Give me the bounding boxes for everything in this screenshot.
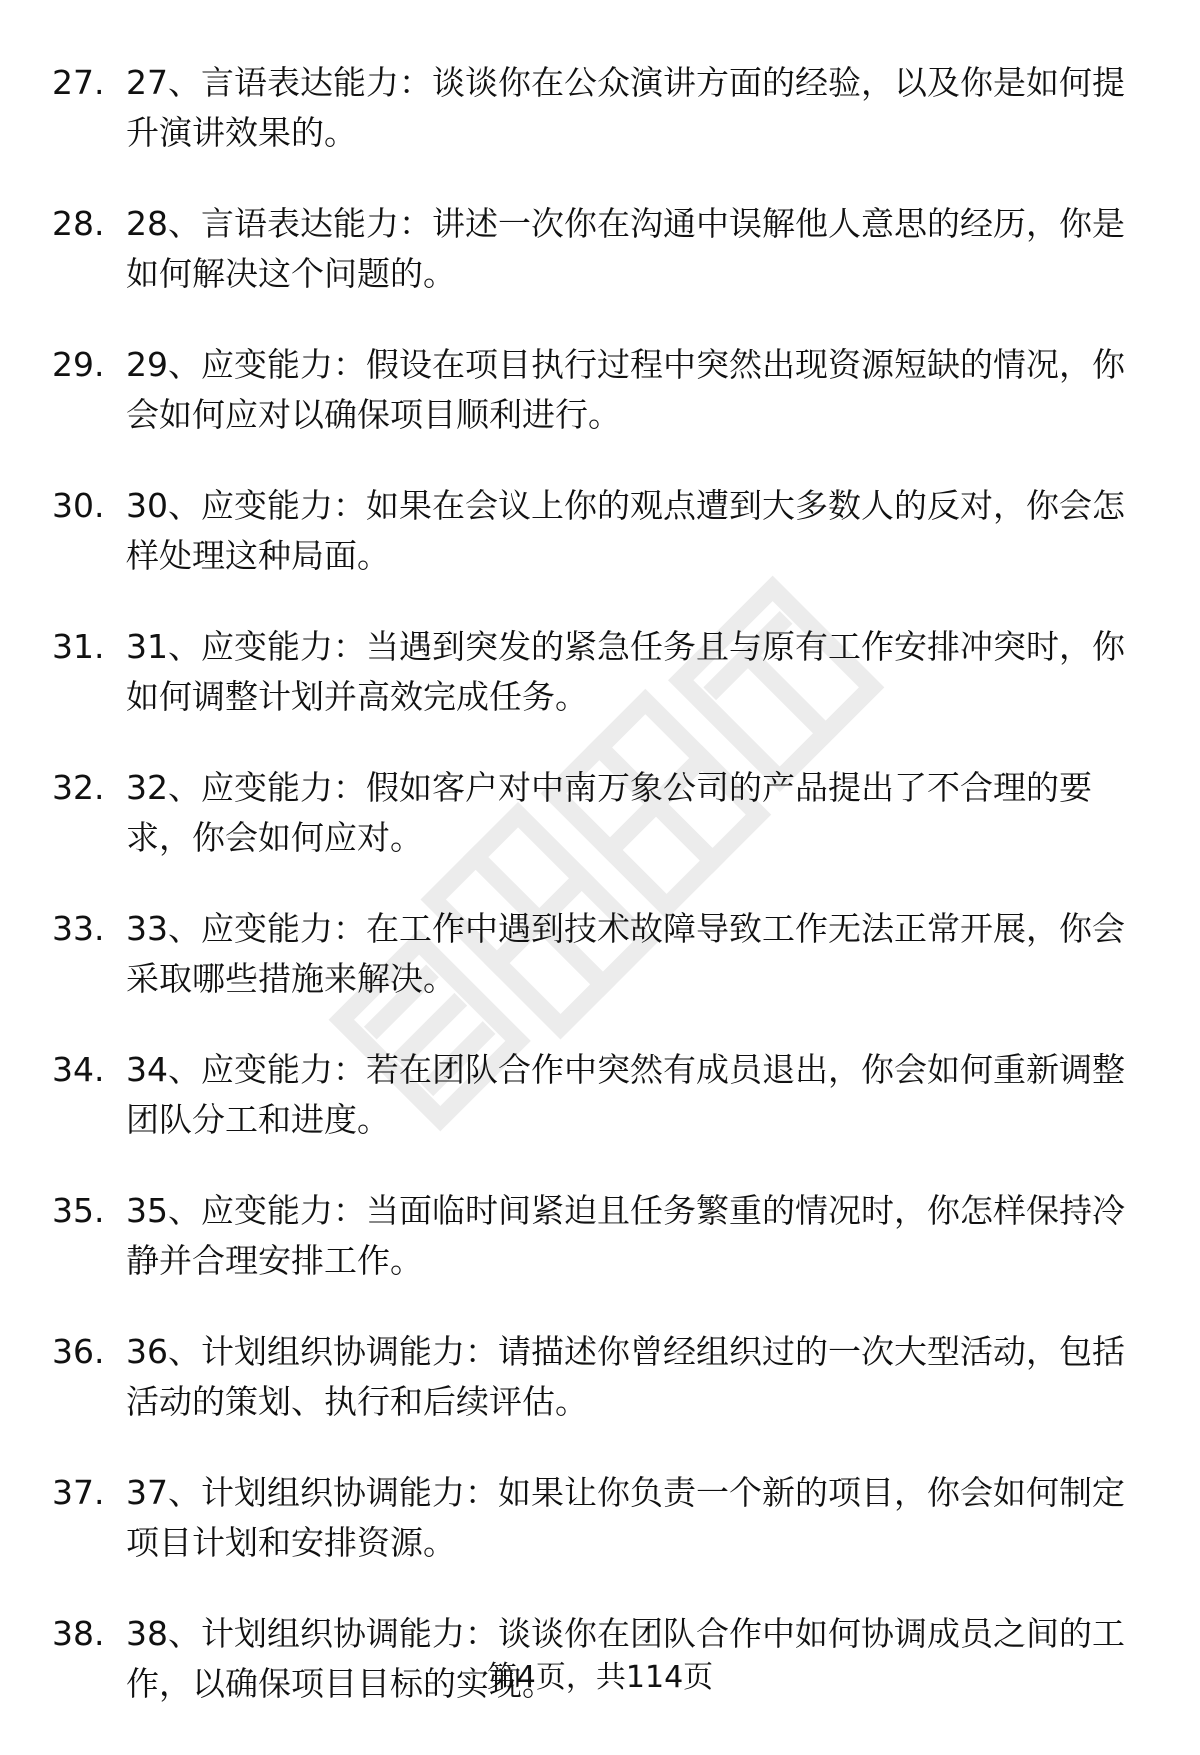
item-text: 38、计划组织协调能力：谈谈你在团队合作中如何协调成员之间的工作，以确保项目目标的实现。 (126, 1614, 1125, 1703)
item-text: 37、计划组织协调能力：如果让你负责一个新的项目，你会如何制定项目计划和安排资源。 (126, 1473, 1125, 1562)
item-number: 36. (52, 1332, 105, 1371)
list-item (52, 58, 1152, 158)
item-number: 30. (52, 486, 105, 525)
item-number: 37. (52, 1473, 105, 1512)
item-number: 28. (52, 204, 105, 243)
list-item (52, 481, 1152, 581)
list-item (52, 340, 1152, 440)
list-item (52, 763, 1152, 863)
item-number: 34. (52, 1050, 105, 1089)
item-text: 32、应变能力：假如客户对中南万象公司的产品提出了不合理的要求，你会如何应对。 (126, 768, 1092, 857)
item-text: 29、应变能力：假设在项目执行过程中突然出现资源短缺的情况，你会如何应对以确保项目顺利进行。 (126, 345, 1125, 434)
list-item (52, 1186, 1152, 1286)
item-number: 31. (52, 627, 105, 666)
item-text: 31、应变能力：当遇到突发的紧急任务且与原有工作安排冲突时，你如何调整计划并高效完成任务。 (126, 627, 1125, 716)
item-number: 29. (52, 345, 105, 384)
item-number: 32. (52, 768, 105, 807)
item-text: 36、计划组织协调能力：请描述你曾经组织过的一次大型活动，包括活动的策划、执行和后续评估。 (126, 1332, 1125, 1421)
question-list (52, 58, 1152, 1750)
item-number: 38. (52, 1614, 105, 1653)
item-text: 30、应变能力：如果在会议上你的观点遭到大多数人的反对，你会怎样处理这种局面。 (126, 486, 1125, 575)
list-item (52, 199, 1152, 299)
list-item (52, 1468, 1152, 1568)
list-item (52, 904, 1152, 1004)
item-text: 33、应变能力：在工作中遇到技术故障导致工作无法正常开展，你会采取哪些措施来解决。 (126, 909, 1125, 998)
list-item (52, 622, 1152, 722)
item-text: 27、言语表达能力：谈谈你在公众演讲方面的经验，以及你是如何提升演讲效果的。 (126, 63, 1125, 152)
page-footer: 第4页，共114页 (486, 1660, 714, 1695)
list-item (52, 1045, 1152, 1145)
item-text: 28、言语表达能力：讲述一次你在沟通中误解他人意思的经历，你是如何解决这个问题的。 (126, 204, 1125, 293)
item-text: 35、应变能力：当面临时间紧迫且任务繁重的情况时，你怎样保持冷静并合理安排工作。 (126, 1191, 1125, 1280)
item-number: 27. (52, 63, 105, 102)
item-number: 33. (52, 909, 105, 948)
item-text: 34、应变能力：若在团队合作中突然有成员退出，你会如何重新调整团队分工和进度。 (126, 1050, 1125, 1139)
item-number: 35. (52, 1191, 105, 1230)
list-item (52, 1327, 1152, 1427)
